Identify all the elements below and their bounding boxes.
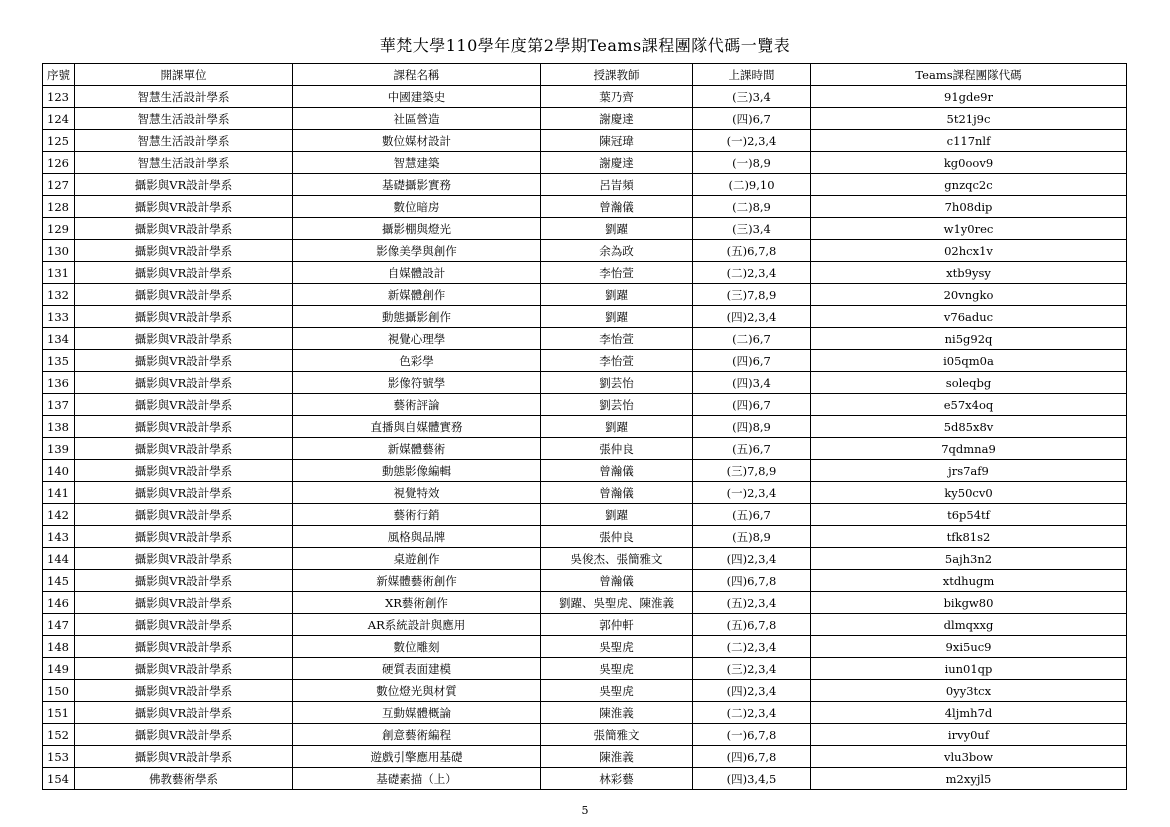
cell-dept: 攝影與VR設計學系: [75, 306, 293, 328]
cell-seq: 153: [43, 746, 75, 768]
cell-time: (二)9,10: [693, 174, 811, 196]
cell-time: (四)6,7: [693, 350, 811, 372]
cell-code: 4ljmh7d: [811, 702, 1127, 724]
cell-dept: 攝影與VR設計學系: [75, 218, 293, 240]
cell-code: vlu3bow: [811, 746, 1127, 768]
cell-code: ni5g92q: [811, 328, 1127, 350]
table-row: [43, 614, 1127, 636]
table-row: [43, 394, 1127, 416]
cell-course: 直播與自媒體實務: [293, 416, 541, 438]
cell-teacher: 謝慶達: [541, 108, 693, 130]
cell-time: (五)6,7,8: [693, 240, 811, 262]
cell-code: soleqbg: [811, 372, 1127, 394]
cell-time: (五)8,9: [693, 526, 811, 548]
table-row: [43, 592, 1127, 614]
cell-time: (二)2,3,4: [693, 636, 811, 658]
document-title: 華梵大學110學年度第2學期Teams課程團隊代碼一覽表: [379, 36, 791, 55]
cell-teacher: 李怡萱: [541, 262, 693, 284]
cell-seq: 139: [43, 438, 75, 460]
cell-teacher: 陳淮義: [541, 702, 693, 724]
cell-seq: 135: [43, 350, 75, 372]
cell-teacher: 郭仲軒: [541, 614, 693, 636]
cell-time: (二)2,3,4: [693, 262, 811, 284]
cell-teacher: 劉躍: [541, 218, 693, 240]
cell-dept: 智慧生活設計學系: [75, 130, 293, 152]
cell-code: w1y0rec: [811, 218, 1127, 240]
cell-seq: 152: [43, 724, 75, 746]
cell-teacher: 余為政: [541, 240, 693, 262]
cell-code: jrs7af9: [811, 460, 1127, 482]
cell-time: (五)6,7,8: [693, 614, 811, 636]
header-seq: 序號: [43, 64, 75, 86]
cell-teacher: 曾瀚儀: [541, 196, 693, 218]
table-row: [43, 636, 1127, 658]
cell-seq: 143: [43, 526, 75, 548]
cell-seq: 138: [43, 416, 75, 438]
cell-time: (四)3,4,5: [693, 768, 811, 790]
cell-code: 20vngko: [811, 284, 1127, 306]
cell-course: 數位燈光與材質: [293, 680, 541, 702]
cell-dept: 攝影與VR設計學系: [75, 548, 293, 570]
cell-seq: 149: [43, 658, 75, 680]
cell-code: 5d85x8v: [811, 416, 1127, 438]
table-row: [43, 416, 1127, 438]
table-row: [43, 262, 1127, 284]
cell-course: 色彩學: [293, 350, 541, 372]
cell-seq: 129: [43, 218, 75, 240]
cell-course: 自媒體設計: [293, 262, 541, 284]
cell-code: v76aduc: [811, 306, 1127, 328]
cell-seq: 134: [43, 328, 75, 350]
cell-teacher: 劉躍: [541, 416, 693, 438]
cell-seq: 151: [43, 702, 75, 724]
cell-course: 硬質表面建模: [293, 658, 541, 680]
cell-dept: 攝影與VR設計學系: [75, 262, 293, 284]
table-row: [43, 658, 1127, 680]
table-row: [43, 702, 1127, 724]
table-row: [43, 86, 1127, 108]
cell-dept: 智慧生活設計學系: [75, 152, 293, 174]
cell-course: 數位雕刻: [293, 636, 541, 658]
cell-seq: 140: [43, 460, 75, 482]
cell-code: 5t21j9c: [811, 108, 1127, 130]
cell-teacher: 曾瀚儀: [541, 460, 693, 482]
cell-time: (一)2,3,4: [693, 130, 811, 152]
cell-teacher: 吳俊杰、張簡雅文: [541, 548, 693, 570]
cell-course: 藝術評論: [293, 394, 541, 416]
cell-course: 新媒體創作: [293, 284, 541, 306]
cell-course: 社區營造: [293, 108, 541, 130]
cell-dept: 攝影與VR設計學系: [75, 570, 293, 592]
cell-seq: 150: [43, 680, 75, 702]
cell-code: bikgw80: [811, 592, 1127, 614]
cell-time: (二)8,9: [693, 196, 811, 218]
cell-course: 互動媒體概論: [293, 702, 541, 724]
cell-code: dlmqxxg: [811, 614, 1127, 636]
cell-seq: 136: [43, 372, 75, 394]
cell-code: 7h08dip: [811, 196, 1127, 218]
cell-time: (四)6,7: [693, 108, 811, 130]
table-row: [43, 240, 1127, 262]
cell-seq: 145: [43, 570, 75, 592]
cell-course: 創意藝術編程: [293, 724, 541, 746]
cell-dept: 攝影與VR設計學系: [75, 372, 293, 394]
page-number: 5: [581, 804, 589, 817]
cell-dept: 攝影與VR設計學系: [75, 284, 293, 306]
cell-teacher: 呂峕頻: [541, 174, 693, 196]
cell-teacher: 陳淮義: [541, 746, 693, 768]
table-row: [43, 526, 1127, 548]
cell-dept: 攝影與VR設計學系: [75, 724, 293, 746]
cell-dept: 攝影與VR設計學系: [75, 680, 293, 702]
table-row: [43, 306, 1127, 328]
cell-code: 9xi5uc9: [811, 636, 1127, 658]
cell-dept: 攝影與VR設計學系: [75, 196, 293, 218]
cell-code: kg0oov9: [811, 152, 1127, 174]
cell-teacher: 林彩藝: [541, 768, 693, 790]
cell-dept: 攝影與VR設計學系: [75, 394, 293, 416]
cell-dept: 攝影與VR設計學系: [75, 438, 293, 460]
cell-code: m2xyjl5: [811, 768, 1127, 790]
cell-dept: 攝影與VR設計學系: [75, 416, 293, 438]
cell-seq: 123: [43, 86, 75, 108]
course-code-table: [42, 63, 1127, 790]
cell-teacher: 劉躍: [541, 504, 693, 526]
cell-teacher: 曾瀚儀: [541, 482, 693, 504]
table-row: [43, 372, 1127, 394]
cell-time: (四)6,7,8: [693, 570, 811, 592]
table-row: [43, 174, 1127, 196]
table-row: [43, 196, 1127, 218]
cell-seq: 137: [43, 394, 75, 416]
cell-teacher: 謝慶達: [541, 152, 693, 174]
cell-course: 智慧建築: [293, 152, 541, 174]
table-row: [43, 108, 1127, 130]
cell-time: (三)3,4: [693, 86, 811, 108]
cell-dept: 智慧生活設計學系: [75, 86, 293, 108]
cell-dept: 攝影與VR設計學系: [75, 328, 293, 350]
cell-time: (四)3,4: [693, 372, 811, 394]
cell-seq: 125: [43, 130, 75, 152]
cell-teacher: 劉躍、吳聖虎、陳淮義: [541, 592, 693, 614]
cell-course: 基礎攝影實務: [293, 174, 541, 196]
cell-code: 91gde9r: [811, 86, 1127, 108]
header-course: 課程名稱: [293, 64, 541, 86]
cell-code: e57x4oq: [811, 394, 1127, 416]
cell-time: (二)6,7: [693, 328, 811, 350]
table-row: [43, 680, 1127, 702]
cell-teacher: 張仲良: [541, 526, 693, 548]
cell-time: (三)3,4: [693, 218, 811, 240]
cell-dept: 攝影與VR設計學系: [75, 482, 293, 504]
cell-time: (二)2,3,4: [693, 702, 811, 724]
cell-seq: 124: [43, 108, 75, 130]
cell-course: 基礎素描（上）: [293, 768, 541, 790]
header-dept: 開課單位: [75, 64, 293, 86]
cell-teacher: 吳聖虎: [541, 658, 693, 680]
cell-dept: 攝影與VR設計學系: [75, 350, 293, 372]
cell-seq: 146: [43, 592, 75, 614]
cell-code: xtb9ysy: [811, 262, 1127, 284]
cell-time: (四)8,9: [693, 416, 811, 438]
cell-course: 攝影棚與燈光: [293, 218, 541, 240]
table-row: [43, 152, 1127, 174]
cell-course: 視覺心理學: [293, 328, 541, 350]
cell-code: 0yy3tcx: [811, 680, 1127, 702]
cell-time: (四)2,3,4: [693, 306, 811, 328]
cell-dept: 攝影與VR設計學系: [75, 240, 293, 262]
cell-dept: 攝影與VR設計學系: [75, 614, 293, 636]
cell-dept: 攝影與VR設計學系: [75, 636, 293, 658]
cell-course: 桌遊創作: [293, 548, 541, 570]
cell-time: (三)7,8,9: [693, 460, 811, 482]
cell-time: (一)2,3,4: [693, 482, 811, 504]
cell-dept: 佛教藝術學系: [75, 768, 293, 790]
cell-seq: 142: [43, 504, 75, 526]
cell-code: gnzqc2c: [811, 174, 1127, 196]
cell-seq: 126: [43, 152, 75, 174]
cell-code: 02hcx1v: [811, 240, 1127, 262]
cell-course: 新媒體藝術: [293, 438, 541, 460]
cell-code: 5ajh3n2: [811, 548, 1127, 570]
table-row: [43, 284, 1127, 306]
cell-teacher: 陳冠瑋: [541, 130, 693, 152]
table-row: [43, 218, 1127, 240]
cell-course: XR藝術創作: [293, 592, 541, 614]
cell-course: 數位暗房: [293, 196, 541, 218]
cell-code: ky50cv0: [811, 482, 1127, 504]
cell-time: (一)8,9: [693, 152, 811, 174]
cell-dept: 攝影與VR設計學系: [75, 504, 293, 526]
table-row: [43, 438, 1127, 460]
cell-dept: 攝影與VR設計學系: [75, 746, 293, 768]
cell-seq: 147: [43, 614, 75, 636]
table-row: [43, 724, 1127, 746]
cell-seq: 141: [43, 482, 75, 504]
cell-teacher: 吳聖虎: [541, 680, 693, 702]
cell-teacher: 劉躍: [541, 284, 693, 306]
cell-time: (三)7,8,9: [693, 284, 811, 306]
cell-teacher: 葉乃齊: [541, 86, 693, 108]
cell-dept: 攝影與VR設計學系: [75, 174, 293, 196]
table-row: [43, 328, 1127, 350]
cell-course: 動態攝影創作: [293, 306, 541, 328]
cell-course: 數位媒材設計: [293, 130, 541, 152]
cell-teacher: 張仲良: [541, 438, 693, 460]
cell-time: (五)2,3,4: [693, 592, 811, 614]
header-time: 上課時間: [693, 64, 811, 86]
cell-code: c117nlf: [811, 130, 1127, 152]
table-row: [43, 746, 1127, 768]
cell-course: 風格與品牌: [293, 526, 541, 548]
cell-course: 中國建築史: [293, 86, 541, 108]
cell-dept: 攝影與VR設計學系: [75, 658, 293, 680]
cell-seq: 148: [43, 636, 75, 658]
cell-teacher: 李怡萱: [541, 350, 693, 372]
cell-code: xtdhugm: [811, 570, 1127, 592]
cell-dept: 攝影與VR設計學系: [75, 460, 293, 482]
header-row: [43, 64, 1127, 86]
cell-seq: 130: [43, 240, 75, 262]
cell-course: 視覺特效: [293, 482, 541, 504]
cell-teacher: 吳聖虎: [541, 636, 693, 658]
cell-time: (四)6,7: [693, 394, 811, 416]
cell-dept: 攝影與VR設計學系: [75, 592, 293, 614]
table-row: [43, 504, 1127, 526]
cell-course: 影像美學與創作: [293, 240, 541, 262]
cell-dept: 攝影與VR設計學系: [75, 702, 293, 724]
cell-time: (五)6,7: [693, 504, 811, 526]
cell-code: iun01qp: [811, 658, 1127, 680]
cell-seq: 131: [43, 262, 75, 284]
table-row: [43, 548, 1127, 570]
cell-dept: 智慧生活設計學系: [75, 108, 293, 130]
cell-time: (一)6,7,8: [693, 724, 811, 746]
cell-code: i05qm0a: [811, 350, 1127, 372]
cell-time: (四)2,3,4: [693, 680, 811, 702]
cell-course: 影像符號學: [293, 372, 541, 394]
table-row: [43, 350, 1127, 372]
cell-time: (三)2,3,4: [693, 658, 811, 680]
cell-seq: 144: [43, 548, 75, 570]
cell-course: 新媒體藝術創作: [293, 570, 541, 592]
table-row: [43, 460, 1127, 482]
table-row: [43, 768, 1127, 790]
cell-seq: 128: [43, 196, 75, 218]
cell-course: AR系統設計與應用: [293, 614, 541, 636]
cell-teacher: 李怡萱: [541, 328, 693, 350]
cell-seq: 132: [43, 284, 75, 306]
cell-code: t6p54tf: [811, 504, 1127, 526]
cell-dept: 攝影與VR設計學系: [75, 526, 293, 548]
cell-teacher: 張簡雅文: [541, 724, 693, 746]
table-row: [43, 482, 1127, 504]
cell-teacher: 劉躍: [541, 306, 693, 328]
cell-seq: 133: [43, 306, 75, 328]
cell-time: (四)6,7,8: [693, 746, 811, 768]
cell-time: (五)6,7: [693, 438, 811, 460]
header-code: Teams課程團隊代碼: [811, 64, 1127, 86]
cell-code: irvy0uf: [811, 724, 1127, 746]
cell-teacher: 劉芸怡: [541, 394, 693, 416]
cell-course: 動態影像編輯: [293, 460, 541, 482]
cell-code: tfk81s2: [811, 526, 1127, 548]
cell-seq: 127: [43, 174, 75, 196]
cell-teacher: 曾瀚儀: [541, 570, 693, 592]
cell-seq: 154: [43, 768, 75, 790]
cell-code: 7qdmna9: [811, 438, 1127, 460]
table-row: [43, 570, 1127, 592]
table-row: [43, 130, 1127, 152]
header-teacher: 授課教師: [541, 64, 693, 86]
cell-time: (四)2,3,4: [693, 548, 811, 570]
cell-teacher: 劉芸怡: [541, 372, 693, 394]
cell-course: 遊戲引擎應用基礎: [293, 746, 541, 768]
cell-course: 藝術行銷: [293, 504, 541, 526]
